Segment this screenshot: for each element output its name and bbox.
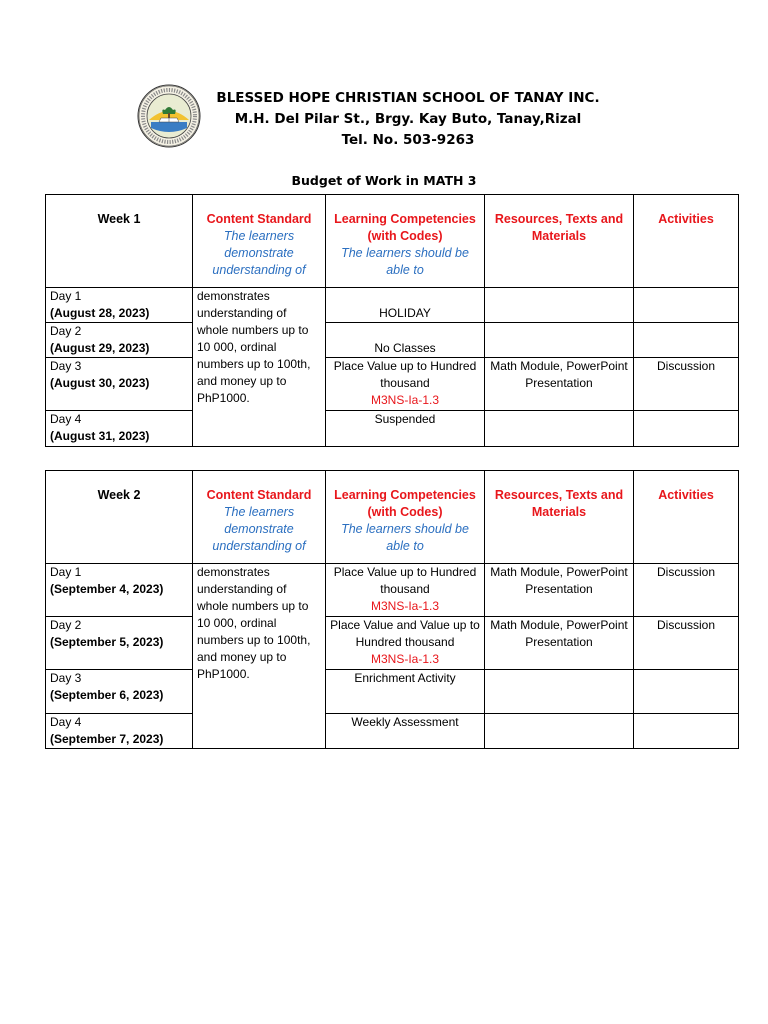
resources-cell: Math Module, PowerPoint Presentation [485,358,634,411]
document-title: Budget of Work in MATH 3 [291,173,477,188]
table-row [46,564,739,617]
school-phone: Tel. No. 503-9263 [341,132,475,148]
competency-code: M3NS-Ia-1.3 [370,393,440,407]
activity-cell [634,288,739,323]
table-row [46,411,739,447]
day-cell: Day 2 (September 5, 2023) [46,617,193,670]
day-cell: Day 1 (August 28, 2023) [46,288,193,323]
competency-code: M3NS-Ia-1.3 [370,652,440,666]
resources-cell [485,714,634,749]
school-address: M.H. Del Pilar St., Brgy. Kay Buto, Tanay,Rizal [234,111,582,127]
competency-cell: HOLIDAY [326,288,485,323]
content-standard-cell: demonstrates understanding of whole numbers up to 10 000, ordinal numbers up to 100th, and money up to PhP1000. [193,288,326,447]
activity-cell [634,714,739,749]
activities-header: Activities [634,471,739,564]
resources-header: Resources, Texts and Materials [485,195,634,288]
day-cell: Day 4 (August 31, 2023) [46,411,193,447]
activity-cell [634,411,739,447]
competency-cell: Place Value and Value up to Hundred thousand M3NS-Ia-1.3 [326,617,485,670]
table-header-row [46,471,739,564]
content-standard-header: Content Standard The learners demonstrate understanding of [193,471,326,564]
resources-cell [485,411,634,447]
table-row [46,323,739,358]
resources-cell [485,288,634,323]
competency-cell: Place Value up to Hundred thousand M3NS-Ia-1.3 [326,358,485,411]
activity-cell: Discussion [634,358,739,411]
content-standard-header: Content Standard The learners demonstrate understanding of [193,195,326,288]
letterhead [0,84,768,154]
week-label: Week 1 [46,195,193,288]
competency-cell: Place Value up to Hundred thousand M3NS-Ia-1.3 [326,564,485,617]
activity-cell: Discussion [634,617,739,670]
competency-cell: Suspended [326,411,485,447]
resources-header: Resources, Texts and Materials [485,471,634,564]
competency-cell: Enrichment Activity [326,670,485,714]
school-seal-icon [137,84,201,148]
week-2-table [45,470,739,749]
table-row [46,617,739,670]
table-row [46,714,739,749]
competencies-header: Learning Competencies (with Codes) The learners should be able to [326,195,485,288]
competency-cell: Weekly Assessment [326,714,485,749]
activities-header: Activities [634,195,739,288]
content-standard-cell: demonstrates understanding of whole numbers up to 10 000, ordinal numbers up to 100th, and money up to PhP1000. [193,564,326,749]
week-label: Week 2 [46,471,193,564]
resources-cell [485,670,634,714]
day-cell: Day 2 (August 29, 2023) [46,323,193,358]
school-name: BLESSED HOPE CHRISTIAN SCHOOL OF TANAY INC. [216,90,600,106]
competency-cell: No Classes [326,323,485,358]
activity-cell [634,323,739,358]
competencies-header: Learning Competencies (with Codes) The learners should be able to [326,471,485,564]
table-row [46,288,739,323]
competency-code: M3NS-Ia-1.3 [370,599,440,613]
table-row [46,358,739,411]
week-1-table [45,194,739,447]
table-header-row [46,195,739,288]
day-cell: Day 1 (September 4, 2023) [46,564,193,617]
resources-cell: Math Module, PowerPoint Presentation [485,617,634,670]
resources-cell: Math Module, PowerPoint Presentation [485,564,634,617]
resources-cell [485,323,634,358]
day-cell: Day 3 (August 30, 2023) [46,358,193,411]
activity-cell [634,670,739,714]
day-cell: Day 4 (September 7, 2023) [46,714,193,749]
table-row [46,670,739,714]
day-cell: Day 3 (September 6, 2023) [46,670,193,714]
activity-cell: Discussion [634,564,739,617]
